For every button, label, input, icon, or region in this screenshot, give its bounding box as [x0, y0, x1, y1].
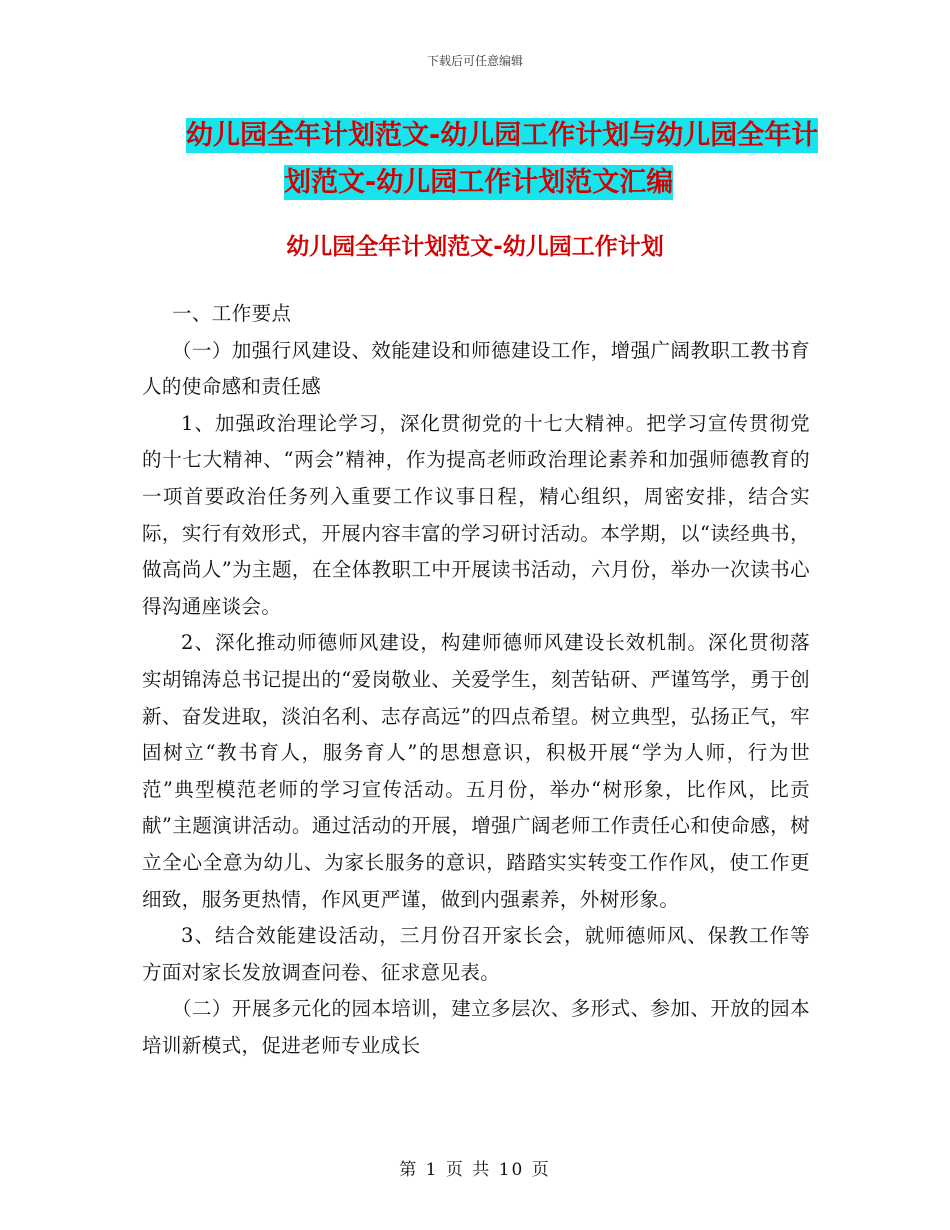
- paragraph-5: （二）开展多元化的园本培训，建立多层次、多形式、参加、开放的园本培训新模式，促进老师专业成长: [142, 997, 810, 1057]
- heading-work-points: 一、工作要点: [172, 302, 292, 325]
- page-number: 第 1 页 共 10 页: [399, 1160, 551, 1180]
- paragraph-4: 3、结合效能建设活动，三月份召开家长会，就师德师风、保教工作等方面对家长发放调查问卷、征求意见表。: [142, 924, 810, 984]
- paragraph-1: （一）加强行风建设、效能建设和师德建设工作，增强广阔教职工教书育人的使命感和责任感: [142, 338, 810, 399]
- page-header: 下载后可任意编辑: [426, 54, 523, 68]
- title-line-2: 划范文-幼儿园工作计划范文汇编: [284, 167, 674, 198]
- section-title: 幼儿园全年计划范文-幼儿园工作计划: [286, 234, 664, 260]
- document-body: [142, 296, 810, 1064]
- document-title: [142, 112, 832, 206]
- paragraph-3: 2、深化推动师德师风建设，构建师德师风建设长效机制。深化贯彻落实胡锦涛总书记提出的“爱岗敬业、关爱学生，刻苦钻研、严谨笃学，勇于创新、奋发进取，淡泊名利、志存高远”的四点希望。树立典型，弘扬正气，牢固树立“教书育人，服务育人”的思想意识，积极开展“学为人师，行为世范”典型模范老师的学习宣传活动。五月份，举办“树形象，比作风，比贡献”主题演讲活动。通过活动的开展，增强广阔老师工作责任心和使命感，树立全心全意为幼儿、为家长服务的意识，踏踏实实转变工作作风，使工作更细致，服务更热情，作风更严谨，做到内强素养，外树形象。: [142, 631, 810, 911]
- title-line-1: 幼儿园全年计划范文-幼儿园工作计划与幼儿园全年计: [186, 120, 819, 151]
- paragraph-2: 1、加强政治理论学习，深化贯彻党的十七大精神。把学习宣传贯彻党的十七大精神、“两会”精神，作为提高老师政治理论素养和加强师德教育的一项首要政治任务列入重要工作议事日程，精心组织，周密安排，结合实际，实行有效形式，开展内容丰富的学习研讨活动。本学期，以“读经典书，做高尚人”为主题，在全体教职工中开展读书活动，六月份，举办一次读书心得沟通座谈会。: [142, 411, 810, 618]
